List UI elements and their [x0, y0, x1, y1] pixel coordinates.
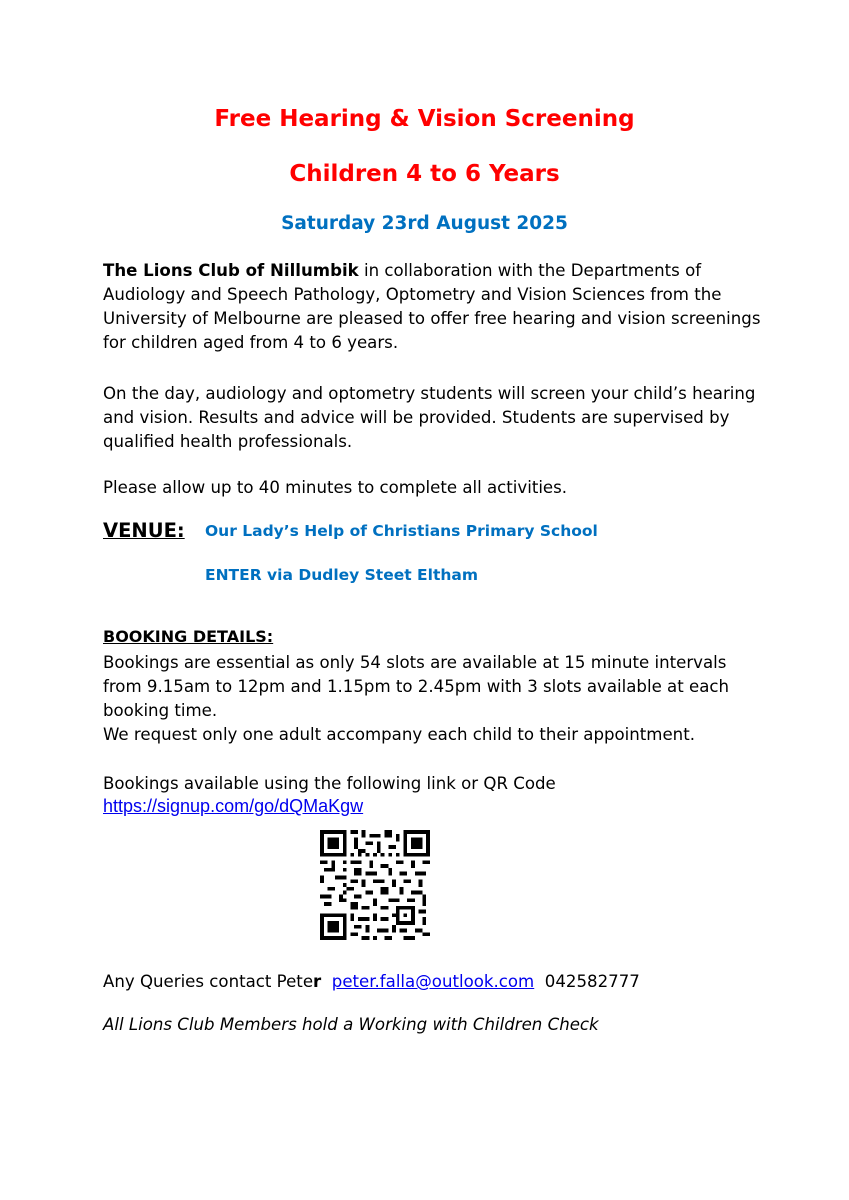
booking-request: We request only one adult accompany each child to their appointment. — [103, 725, 695, 744]
page-subtitle: Children 4 to 6 Years — [289, 161, 560, 187]
venue-label: VENUE: — [103, 519, 185, 542]
intro-paragraph — [103, 259, 763, 355]
organisation-name: The Lions Club of Nillumbik — [103, 261, 359, 280]
allow-time-text: Please allow up to 40 minutes to complete all activities. — [103, 478, 568, 497]
details-paragraph: On the day, audiology and optometry students will screen your child’s hearing and vision. Results and advice will be provided. Students are supervised by qualified health professionals. — [103, 384, 756, 451]
booking-text: Bookings are essential as only 54 slots are available at 15 minute intervals from 9.15am to 12pm and 1.15pm to 2.45pm with 3 slots available at each booking time. — [103, 653, 730, 720]
contact-phone: 042582777 — [544, 972, 640, 991]
venue-entry: ENTER via Dudley Steet Eltham — [205, 566, 479, 584]
booking-heading: BOOKING DETAILS: — [103, 627, 274, 646]
contact-prefix-bold: r — [313, 972, 322, 991]
qr-code-icon[interactable] — [320, 830, 430, 940]
booking-link-intro: Bookings available using the following link or QR Code — [103, 774, 556, 793]
event-date: Saturday 23rd August 2025 — [281, 213, 568, 234]
intro-text: in collaboration with the Departments of Audiology and Speech Pathology, Optometry and Vision Sciences from the University of Melbourne are pleased to offer free hearing and vision screenings for children aged from 4 to 6 years. — [103, 261, 761, 352]
footer-note: All Lions Club Members hold a Working with Children Check — [103, 1015, 599, 1034]
page-title: Free Hearing & Vision Screening — [214, 106, 635, 132]
contact-line — [103, 972, 640, 991]
contact-prefix: Any Queries contact Pete — [103, 972, 314, 991]
venue-place: Our Lady’s Help of Christians Primary School — [205, 522, 598, 540]
booking-link[interactable]: https://signup.com/go/dQMaKgw — [103, 796, 364, 816]
contact-email-link[interactable]: peter.falla@outlook.com — [331, 972, 535, 991]
